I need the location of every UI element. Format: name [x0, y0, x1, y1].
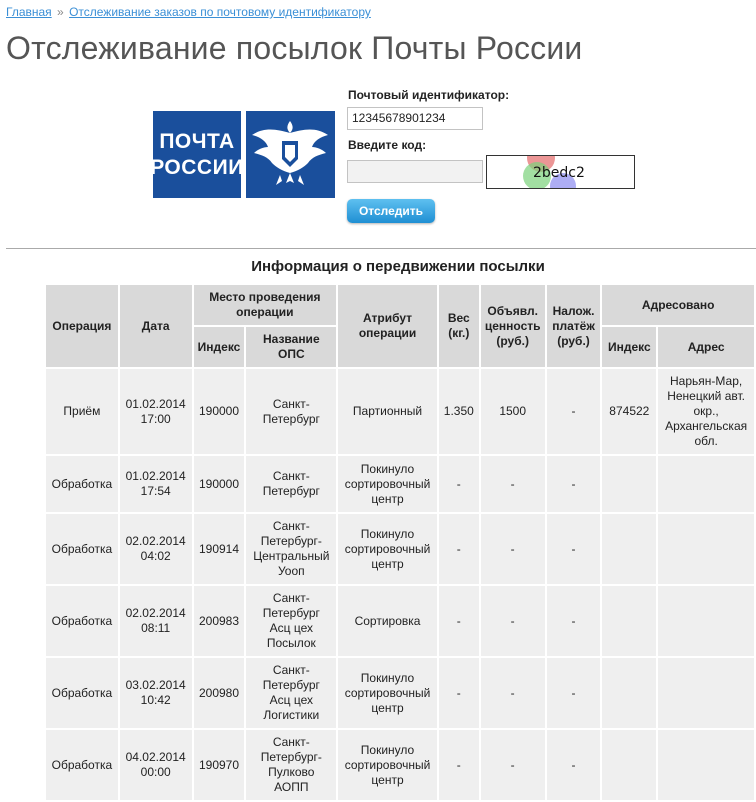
header-cod: Налож. платёж (руб.) — [546, 284, 602, 368]
cell-addr-index — [601, 585, 657, 657]
cell-attribute: Покинуло сортировочный центр — [337, 455, 438, 513]
cell-ops-name: Санкт- Петербург- Центральный Уооп — [245, 513, 337, 585]
cell-date: 01.02.2014 17:54 — [119, 455, 193, 513]
breadcrumb-home-link[interactable]: Главная — [6, 5, 52, 19]
cell-index: 190000 — [193, 368, 246, 455]
cell-declared-value: 1500 — [480, 368, 546, 455]
cell-cod: - — [546, 368, 602, 455]
table-row — [45, 657, 755, 729]
cell-attribute: Покинуло сортировочный центр — [337, 729, 438, 801]
cell-declared-value: - — [480, 729, 546, 801]
cell-weight: 1.350 — [438, 368, 480, 455]
cell-date: 02.02.2014 04:02 — [119, 513, 193, 585]
cell-date: 02.02.2014 08:11 — [119, 585, 193, 657]
table-row — [45, 455, 755, 513]
cell-index: 190914 — [193, 513, 246, 585]
cell-declared-value: - — [480, 585, 546, 657]
header-attribute: Атрибут операции — [337, 284, 438, 368]
captcha-code-label: Введите код: — [348, 138, 427, 152]
header-operation: Операция — [45, 284, 119, 368]
captcha-image — [486, 155, 635, 189]
logo-line-1: ПОЧТА — [159, 129, 235, 153]
cell-ops-name: Санкт- Петербург — [245, 368, 337, 455]
cell-address — [657, 729, 755, 801]
captcha-code-input[interactable] — [347, 160, 483, 183]
table-title: Информация о передвижении посылки — [251, 258, 545, 275]
captcha-text: 2bedc2 — [533, 165, 585, 181]
table-row — [45, 513, 755, 585]
header-address: Адрес — [657, 326, 755, 368]
russian-post-logo — [150, 111, 244, 198]
header-weight: Вес (кг.) — [438, 284, 480, 368]
cell-date: 04.02.2014 00:00 — [119, 729, 193, 801]
cell-weight: - — [438, 513, 480, 585]
header-declared-value: Объявл. ценность (руб.) — [480, 284, 546, 368]
cell-address: Нарьян-Мар, Ненецкий авт. окр., Архангельская обл. — [657, 368, 755, 455]
breadcrumb-separator: » — [57, 5, 64, 19]
double-headed-eagle-icon — [246, 111, 335, 198]
cell-ops-name: Санкт- Петербург Асц цех Посылок — [245, 585, 337, 657]
cell-address — [657, 657, 755, 729]
cell-addr-index — [601, 729, 657, 801]
cell-address — [657, 455, 755, 513]
table-row — [45, 729, 755, 801]
table-row — [45, 368, 755, 455]
header-ops-name: Название ОПС — [245, 326, 337, 368]
cell-attribute: Покинуло сортировочный центр — [337, 657, 438, 729]
tracking-id-label: Почтовый идентификатор: — [348, 88, 510, 102]
track-button[interactable]: Отследить — [347, 199, 435, 223]
cell-index: 190970 — [193, 729, 246, 801]
cell-address — [657, 513, 755, 585]
cell-addr-index — [601, 657, 657, 729]
logo-line-2: РОССИИ — [150, 155, 244, 179]
cell-date: 03.02.2014 10:42 — [119, 657, 193, 729]
cell-ops-name: Санкт- Петербург- Пулково АОПП — [245, 729, 337, 801]
header-index: Индекс — [193, 326, 246, 368]
cell-attribute: Сортировка — [337, 585, 438, 657]
header-date: Дата — [119, 284, 193, 368]
cell-weight: - — [438, 455, 480, 513]
cell-declared-value: - — [480, 657, 546, 729]
cell-weight: - — [438, 729, 480, 801]
cell-operation: Обработка — [45, 657, 119, 729]
cell-cod: - — [546, 455, 602, 513]
cell-index: 190000 — [193, 455, 246, 513]
cell-operation: Обработка — [45, 513, 119, 585]
cell-attribute: Партионный — [337, 368, 438, 455]
cell-index: 200983 — [193, 585, 246, 657]
cell-cod: - — [546, 585, 602, 657]
cell-weight: - — [438, 657, 480, 729]
cell-operation: Обработка — [45, 455, 119, 513]
cell-operation: Приём — [45, 368, 119, 455]
cell-ops-name: Санкт- Петербург — [245, 455, 337, 513]
page-title: Отслеживание посылок Почты России — [6, 30, 583, 66]
cell-index: 200980 — [193, 657, 246, 729]
cell-declared-value: - — [480, 513, 546, 585]
tracking-id-input[interactable]: 12345678901234 — [347, 107, 483, 130]
cell-addr-index — [601, 513, 657, 585]
divider — [6, 248, 756, 249]
header-addr-index: Индекс — [601, 326, 657, 368]
breadcrumb-current-link[interactable]: Отслеживание заказов по почтовому идентификатору — [69, 5, 371, 19]
cell-declared-value: - — [480, 455, 546, 513]
cell-operation: Обработка — [45, 585, 119, 657]
cell-addr-index — [601, 455, 657, 513]
cell-address — [657, 585, 755, 657]
cell-cod: - — [546, 729, 602, 801]
cell-date: 01.02.2014 17:00 — [119, 368, 193, 455]
cell-attribute: Покинуло сортировочный центр — [337, 513, 438, 585]
cell-ops-name: Санкт- Петербург Асц цех Логистики — [245, 657, 337, 729]
table-row — [45, 585, 755, 657]
cell-cod: - — [546, 657, 602, 729]
cell-weight: - — [438, 585, 480, 657]
cell-operation: Обработка — [45, 729, 119, 801]
header-addressed: Адресовано — [601, 284, 755, 326]
tracking-table — [44, 283, 756, 802]
cell-cod: - — [546, 513, 602, 585]
header-place: Место проведения операции — [193, 284, 338, 326]
breadcrumb — [6, 5, 371, 19]
cell-addr-index: 874522 — [601, 368, 657, 455]
